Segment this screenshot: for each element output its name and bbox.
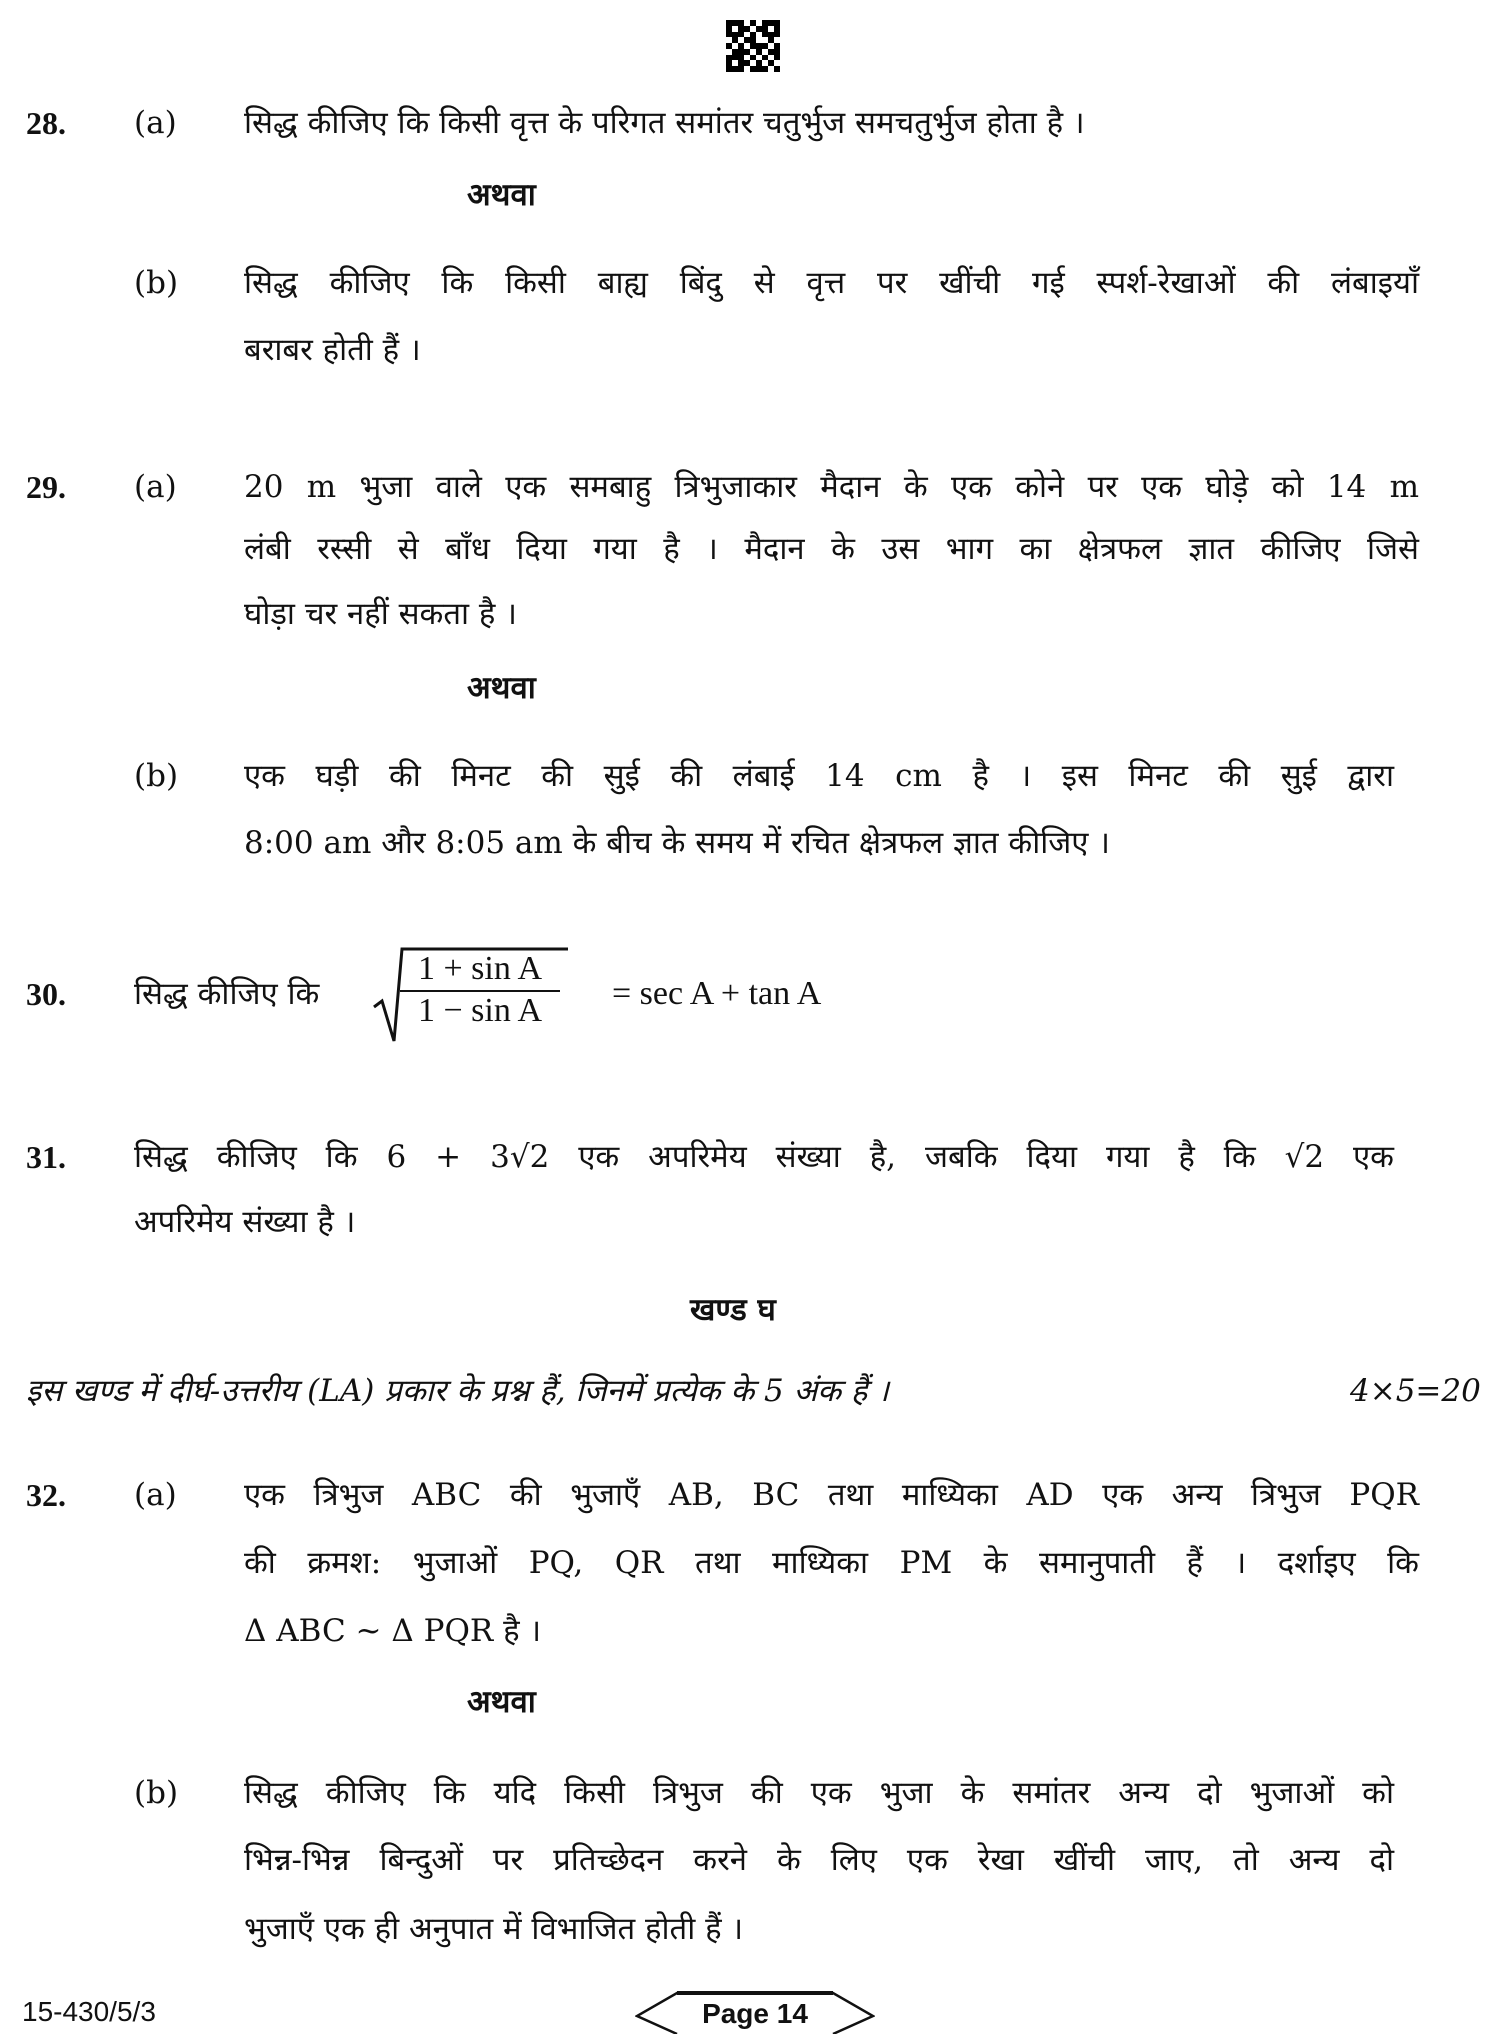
question-text: 20 m भुजा वाले एक समबाहु त्रिभुजाकार मैदान के एक कोने पर एक घोड़े को 14 m xyxy=(244,469,1419,505)
section-instruction: इस खण्ड में दीर्घ-उत्तरीय (LA) प्रकार के प्रश्न हैं, जिनमें प्रत्येक के 5 अंक हैं । xyxy=(26,1373,889,1409)
paper-code: 15-430/5/3 xyxy=(22,1996,156,2027)
question-text: बराबर होती हैं । xyxy=(244,332,421,368)
question-text: एक घड़ी की मिनट की सुई की लंबाई 14 cm है । इस मिनट की सुई द्वारा xyxy=(244,758,1394,794)
page-number: Page 14 xyxy=(702,1998,808,2029)
option-label: (b) xyxy=(134,265,179,301)
section-title: खण्ड घ xyxy=(690,1292,776,1328)
equation-rhs: = sec A + tan A xyxy=(612,975,822,1012)
question-number: 31. xyxy=(26,1139,66,1175)
question-text: सिद्ध कीजिए कि किसी वृत्त के परिगत समांतर चतुर्भुज समचतुर्भुज होता है । xyxy=(244,105,1085,141)
question-text: भिन्न-भिन्न बिन्दुओं पर प्रतिच्छेदन करने के लिए एक रेखा खींची जाए, तो अन्य दो xyxy=(244,1842,1394,1878)
fraction xyxy=(400,950,560,1030)
question-text: सिद्ध कीजिए कि xyxy=(134,976,320,1012)
question-text: अपरिमेय संख्या है । xyxy=(134,1204,356,1240)
question-text: Δ ABC ~ Δ PQR है । xyxy=(244,1613,542,1649)
question-text: सिद्ध कीजिए कि किसी बाह्य बिंदु से वृत्त पर खींची गई स्पर्श-रेखाओं की लंबाइयाँ xyxy=(244,265,1419,301)
question-number: 32. xyxy=(26,1477,66,1513)
question-text: एक त्रिभुज ABC की भुजाएँ AB, BC तथा माध्यिका AD एक अन्य त्रिभुज PQR xyxy=(244,1477,1419,1513)
option-label: (b) xyxy=(134,1775,179,1811)
option-label: (a) xyxy=(134,469,177,505)
question-text: सिद्ध कीजिए कि यदि किसी त्रिभुज की एक भुजा के समांतर अन्य दो भुजाओं को xyxy=(244,1775,1394,1811)
or-separator: अथवा xyxy=(467,177,536,213)
question-number: 29. xyxy=(26,469,66,505)
qr-code xyxy=(726,20,780,72)
question-text: 8:00 am और 8:05 am के बीच के समय में रचित क्षेत्रफल ज्ञात कीजिए । xyxy=(244,825,1111,861)
option-label: (b) xyxy=(134,758,179,794)
question-text: घोड़ा चर नहीं सकता है । xyxy=(244,596,517,632)
option-label: (a) xyxy=(134,1477,177,1513)
question-text: लंबी रस्सी से बाँध दिया गया है । मैदान के उस भाग का क्षेत्रफल ज्ञात कीजिए जिसे xyxy=(244,531,1419,567)
question-text: सिद्ध कीजिए कि 6 + 3√2 एक अपरिमेय संख्या है, जबकि दिया गया है कि √2 एक xyxy=(134,1139,1394,1175)
question-text: भुजाएँ एक ही अनुपात में विभाजित होती हैं । xyxy=(244,1911,744,1947)
numerator: 1 + sin A xyxy=(400,950,560,992)
or-separator: अथवा xyxy=(467,670,536,706)
question-number: 28. xyxy=(26,105,66,141)
option-label: (a) xyxy=(134,105,177,141)
question-number: 30. xyxy=(26,976,66,1012)
question-text: की क्रमश: भुजाओं PQ, QR तथा माध्यिका PM के समानुपाती हैं । दर्शाइए कि xyxy=(244,1545,1419,1581)
denominator: 1 − sin A xyxy=(417,992,543,1029)
or-separator: अथवा xyxy=(467,1684,536,1720)
section-marks: 4×5=20 xyxy=(1350,1373,1481,1409)
